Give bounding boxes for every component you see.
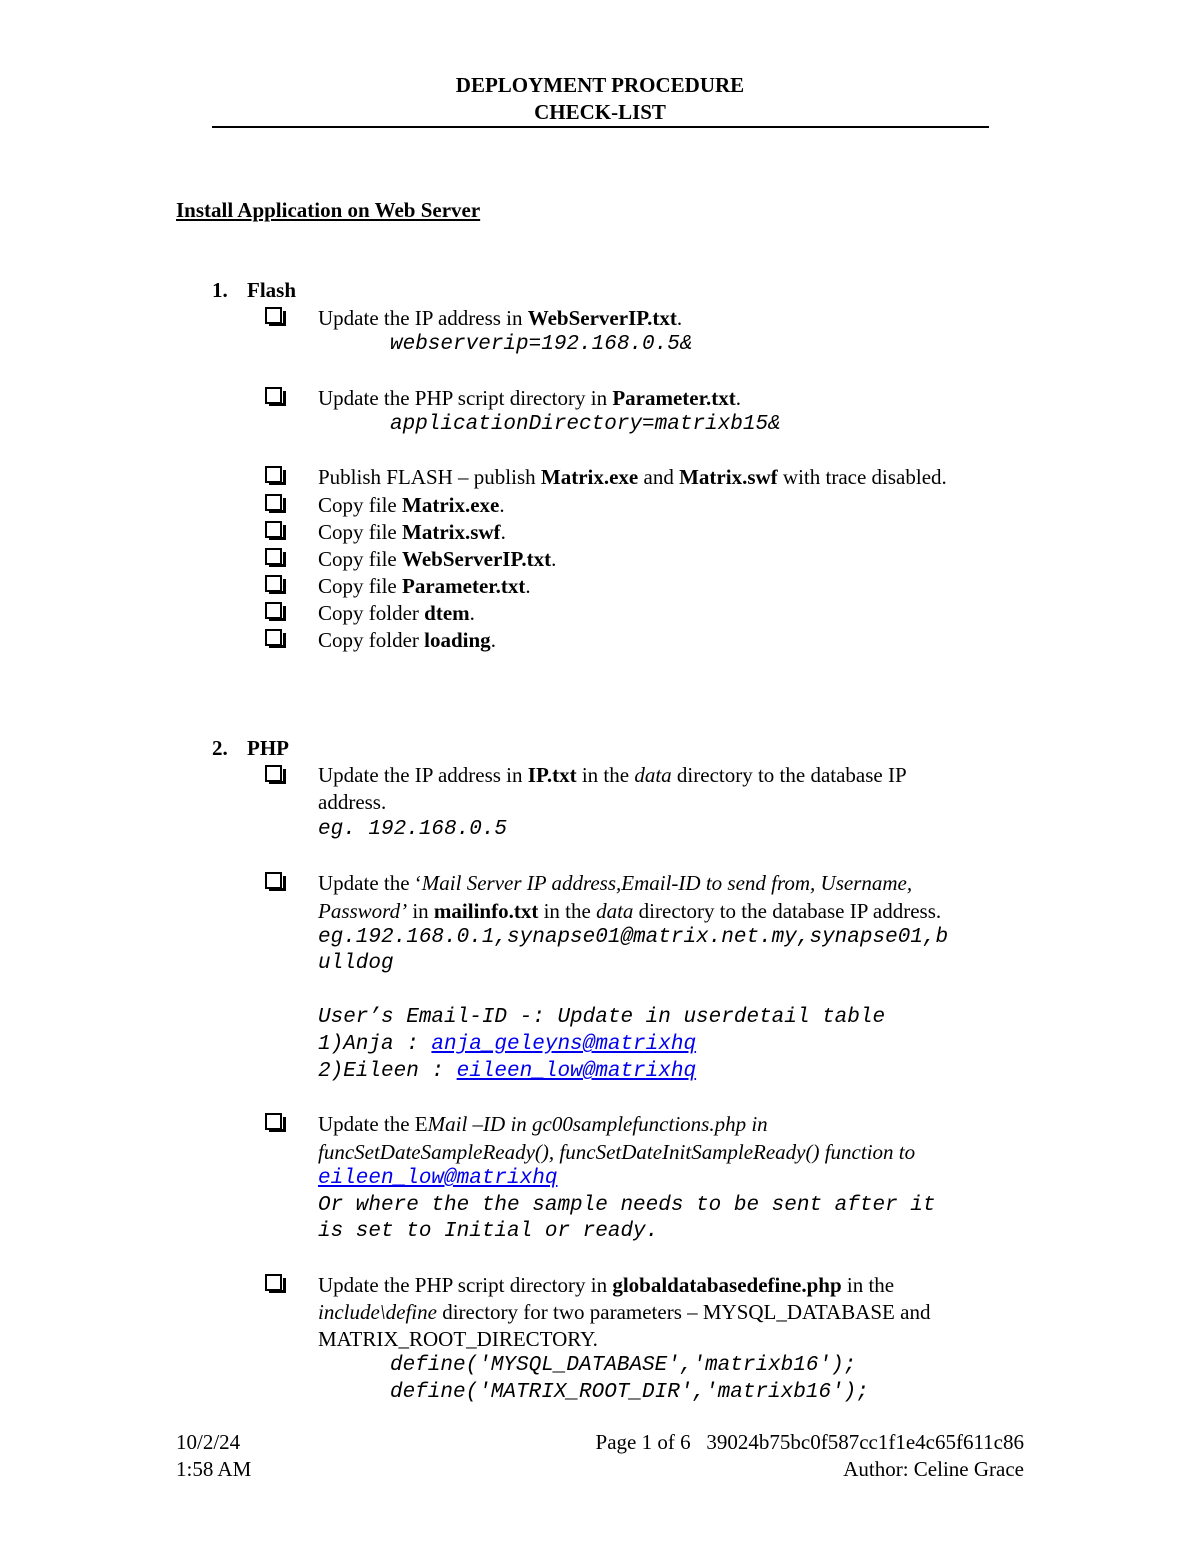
php-item-mailinfo-line2: Password’ in mailinfo.txt in the data directory to the database IP address.: [318, 899, 942, 923]
checkbox-icon[interactable]: [265, 765, 282, 782]
php-item-mailinfo-line1: Update the ‘Mail Server IP address,Email-ID to send from, Username,: [318, 871, 913, 895]
flash-item-copy: Copy file WebServerIP.txt.: [318, 547, 557, 571]
php-item-email-id-link-line: [318, 1165, 557, 1192]
php-item-mailinfo-code4: 1)Anja : anja_geleyns@matrixhq: [318, 1033, 697, 1056]
php-item-update-ip-line2: address.: [318, 790, 387, 814]
checkbox-icon[interactable]: [265, 494, 282, 511]
php-item-mailinfo-code2: ulldog: [318, 952, 394, 975]
php-item-email-id-code2: is set to Initial or ready.: [318, 1220, 659, 1243]
flash-item-update-php-dir: Update the PHP script directory in Parameter.txt.: [318, 386, 741, 410]
flash-item-update-ip-code: webserverip=192.168.0.5&: [390, 333, 693, 356]
footer-page-info: [596, 1429, 1024, 1456]
php-item-globaldb-line2: include\define directory for two parameters – MYSQL_DATABASE and: [318, 1300, 931, 1324]
php-item-update-ip-code: eg. 192.168.0.5: [318, 818, 508, 841]
checkbox-icon[interactable]: [265, 1113, 282, 1130]
flash-item-copy: Copy folder dtem.: [318, 601, 475, 625]
php-item-mailinfo-code1: eg.192.168.0.1,synapse01@matrix.net.my,synapse01,b: [318, 926, 949, 949]
php-item-email-id-line2: funcSetDateSampleReady(), funcSetDateInitSampleReady() function to: [318, 1140, 916, 1164]
checkbox-icon[interactable]: [265, 307, 282, 324]
footer-time: 1:58 AM: [176, 1457, 252, 1481]
checkbox-icon[interactable]: [265, 575, 282, 592]
email-link-eileen[interactable]: eileen_low@matrixhq: [318, 1167, 558, 1190]
email-link-eileen[interactable]: eileen_low@matrixhq: [456, 1060, 697, 1083]
php-item-update-ip: Update the IP address in IP.txt in the data directory to the database IP: [318, 763, 907, 787]
flash-item-update-ip: Update the IP address in WebServerIP.txt.: [318, 306, 683, 330]
checkbox-icon[interactable]: [265, 602, 282, 619]
footer-date: 10/2/24: [176, 1430, 241, 1454]
checkbox-icon[interactable]: [265, 548, 282, 565]
php-item-globaldb-line1: Update the PHP script directory in globaldatabasedefine.php in the: [318, 1273, 895, 1297]
footer-page: Page 1 of 6: [595, 1430, 691, 1454]
flash-item-copy: Copy file Matrix.exe.: [318, 493, 505, 517]
document-title-line1: DEPLOYMENT PROCEDURE: [455, 73, 745, 97]
php-item-globaldb-line3: MATRIX_ROOT_DIRECTORY.: [318, 1327, 598, 1351]
flash-item-copy: Copy folder loading.: [318, 628, 496, 652]
checkbox-icon[interactable]: [265, 1274, 282, 1291]
flash-heading-number: 1.: [212, 278, 228, 302]
php-item-globaldb-code1: define('MYSQL_DATABASE','matrixb16');: [390, 1354, 857, 1377]
section-title: Install Application on Web Server: [176, 198, 481, 222]
flash-item-copy: Copy file Matrix.swf.: [318, 520, 506, 544]
flash-item-copy: Copy file Parameter.txt.: [318, 574, 531, 598]
php-item-mailinfo-code3: User’s Email-ID -: Update in userdetail table: [318, 1006, 886, 1029]
php-item-email-id-line1: Update the EMail –ID in gc00samplefunctions.php in: [318, 1112, 768, 1136]
flash-item-update-php-dir-code: applicationDirectory=matrixb15&: [390, 413, 781, 436]
checkbox-icon[interactable]: [265, 629, 282, 646]
checkbox-icon[interactable]: [265, 872, 282, 889]
php-item-mailinfo-code5: 2)Eileen : eileen_low@matrixhq: [318, 1060, 697, 1083]
footer-author: Author: Celine Grace: [843, 1457, 1024, 1481]
php-heading: PHP: [247, 736, 289, 760]
footer-hash: 39024b75bc0f587cc1f1e4c65f611c86: [706, 1430, 1024, 1454]
flash-heading: Flash: [247, 278, 297, 302]
php-heading-number: 2.: [212, 736, 228, 760]
checkbox-icon[interactable]: [265, 387, 282, 404]
php-item-globaldb-code2: define('MATRIX_ROOT_DIR','matrixb16');: [390, 1381, 869, 1404]
php-item-email-id-code1: Or where the the sample needs to be sent after it: [318, 1194, 936, 1217]
checkbox-icon[interactable]: [265, 466, 282, 483]
email-link-anja[interactable]: anja_geleyns@matrixhq: [431, 1033, 697, 1056]
flash-item-publish: Publish FLASH – publish Matrix.exe and Matrix.swf with trace disabled.: [318, 465, 947, 489]
header-rule: [212, 126, 989, 128]
checkbox-icon[interactable]: [265, 521, 282, 538]
document-title-line2: CHECK-LIST: [534, 100, 666, 124]
